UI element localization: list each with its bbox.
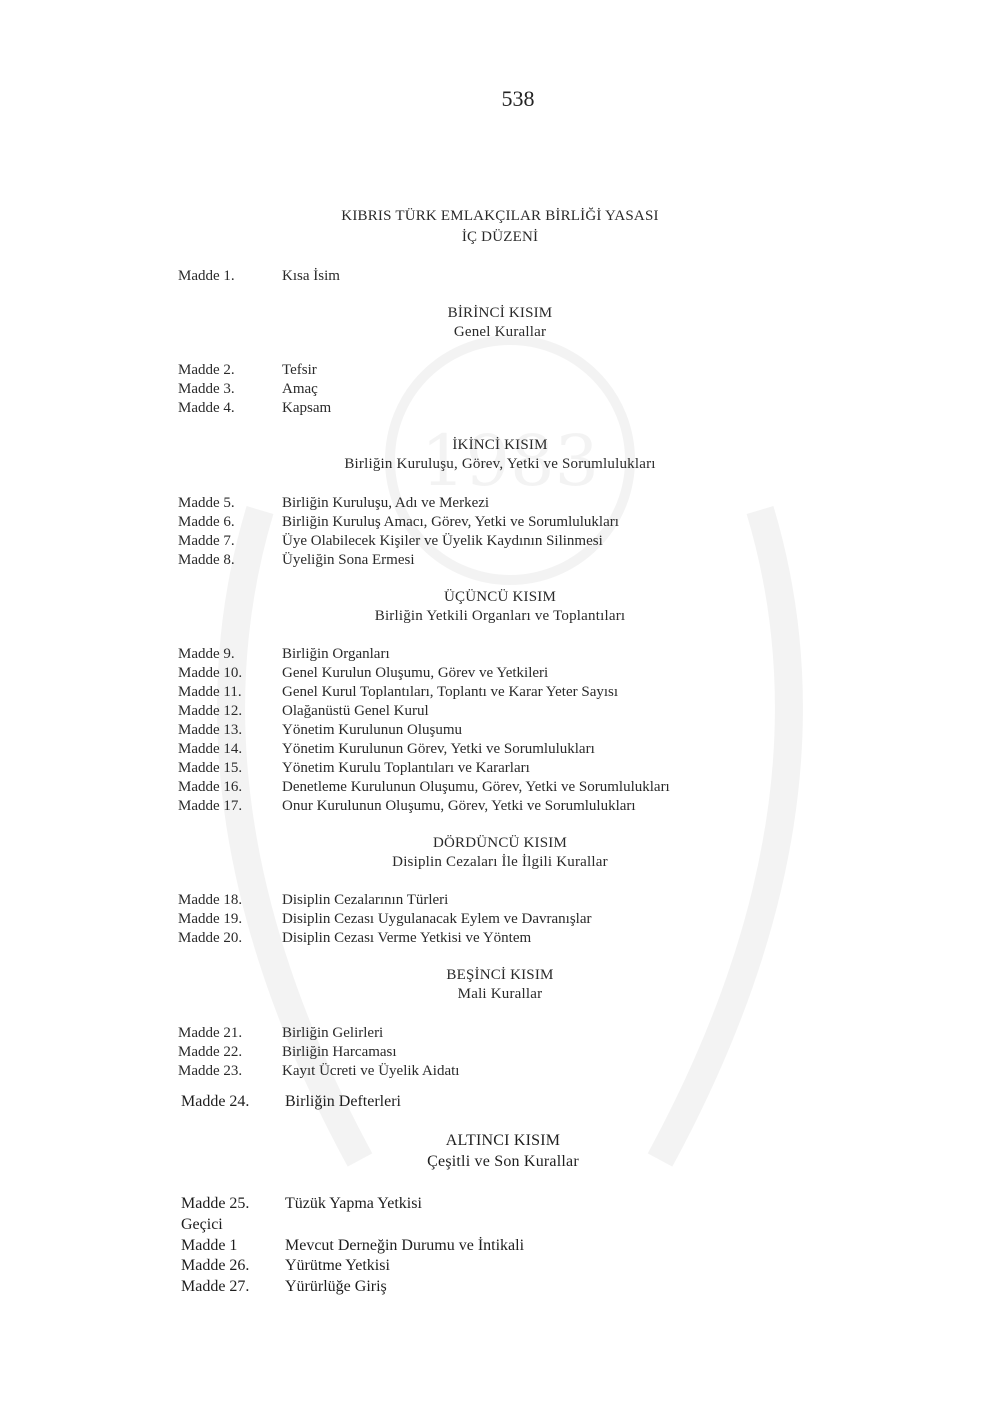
part-subtitle: Birliğin Yetkili Organları ve Toplantıları xyxy=(374,608,626,624)
madde-title: Birliğin Defterleri xyxy=(285,1093,401,1110)
madde-title: Kayıt Ücreti ve Üyelik Aidatı xyxy=(282,1063,460,1079)
page-number: 538 xyxy=(501,86,535,111)
part-subtitle: Birliğin Kuruluşu, Görev, Yetki ve Sorumlulukları xyxy=(344,456,656,472)
madde-number: Madde 15. xyxy=(178,760,243,776)
madde-title: Tüzük Yapma Yetkisi xyxy=(285,1195,422,1212)
madde-title: Yürürlüğe Giriş xyxy=(285,1278,387,1295)
madde-title: Birliğin Kuruluşu, Adı ve Merkezi xyxy=(282,495,490,511)
madde-number: Madde 20. xyxy=(178,930,243,946)
madde-title: Disiplin Cezası Uygulanacak Eylem ve Davranışlar xyxy=(282,911,592,927)
madde-title: Birliğin Gelirleri xyxy=(282,1025,384,1041)
madde-number: Madde 10. xyxy=(178,665,243,681)
madde-title: Üye Olabilecek Kişiler ve Üyelik Kaydının Silinmesi xyxy=(282,533,603,549)
madde-number: Madde 14. xyxy=(178,741,243,757)
madde-title: Kapsam xyxy=(282,400,332,416)
madde-title: Genel Kurul Toplantıları, Toplantı ve Karar Yeter Sayısı xyxy=(282,684,619,700)
madde-number: Madde 19. xyxy=(178,911,243,927)
madde-number: Madde 11. xyxy=(178,684,242,700)
part-subtitle: Disiplin Cezaları İle İlgili Kurallar xyxy=(392,854,608,870)
madde-title: Yönetim Kurulu Toplantıları ve Kararları xyxy=(282,760,530,776)
madde-number: Madde 8. xyxy=(178,552,235,568)
madde-number: Madde 13. xyxy=(178,722,243,738)
part-subtitle: Çeşitli ve Son Kurallar xyxy=(427,1153,579,1170)
madde-title: Birliğin Kuruluş Amacı, Görev, Yetki ve Sorumlulukları xyxy=(282,514,619,530)
madde-title: Yürütme Yetkisi xyxy=(285,1257,390,1274)
madde-title: Yönetim Kurulunun Görev, Yetki ve Sorumlulukları xyxy=(282,741,595,757)
madde-title: Kısa İsim xyxy=(282,268,340,284)
madde-title: Olağanüstü Genel Kurul xyxy=(282,703,429,719)
part-heading: İKİNCİ KISIM xyxy=(452,437,548,453)
madde-number: Madde 3. xyxy=(178,381,235,397)
part-heading: DÖRDÜNCÜ KISIM xyxy=(432,835,568,851)
law-title: KIBRIS TÜRK EMLAKÇILAR BİRLİĞİ YASASI xyxy=(341,208,659,224)
madde-title: Mevcut Derneğin Durumu ve İntikali xyxy=(285,1237,525,1254)
madde-number: Madde 16. xyxy=(178,779,243,795)
madde-title: Tefsir xyxy=(282,362,317,378)
madde-title: Birliğin Organları xyxy=(282,646,390,662)
madde-number: Madde 7. xyxy=(178,533,235,549)
madde-number: Madde 4. xyxy=(178,400,235,416)
part-heading: BEŞİNCİ KISIM xyxy=(446,967,554,983)
part-heading: ALTINCI KISIM xyxy=(445,1132,561,1149)
madde-number: Geçici xyxy=(181,1216,223,1233)
madde-number: Madde 21. xyxy=(178,1025,243,1041)
madde-title: Birliğin Harcaması xyxy=(282,1044,397,1060)
madde-number: Madde 2. xyxy=(178,362,235,378)
madde-number: Madde 27. xyxy=(181,1278,250,1295)
madde-number: Madde 18. xyxy=(178,892,243,908)
madde-title: Denetleme Kurulunun Oluşumu, Görev, Yetki ve Sorumlulukları xyxy=(282,779,670,795)
madde-number: Madde 17. xyxy=(178,798,243,814)
part-subtitle: Genel Kurallar xyxy=(453,324,547,340)
madde-title: Yönetim Kurulunun Oluşumu xyxy=(282,722,462,738)
madde-number: Madde 1 xyxy=(181,1237,238,1254)
document-subtitle: İÇ DÜZENİ xyxy=(461,229,539,245)
madde-number: Madde 5. xyxy=(178,495,235,511)
part-subtitle: Mali Kurallar xyxy=(457,986,543,1002)
madde-number: Madde 25. xyxy=(181,1195,250,1212)
madde-number: Madde 6. xyxy=(178,514,235,530)
madde-title: Disiplin Cezası Verme Yetkisi ve Yöntem xyxy=(282,930,532,946)
madde-title: Onur Kurulunun Oluşumu, Görev, Yetki ve Sorumlulukları xyxy=(282,798,636,814)
madde-title: Amaç xyxy=(282,381,318,397)
part-heading: BİRİNCİ KISIM xyxy=(447,305,553,321)
madde-number: Madde 12. xyxy=(178,703,243,719)
madde-title: Genel Kurulun Oluşumu, Görev ve Yetkileri xyxy=(282,665,549,681)
madde-number: Madde 26. xyxy=(181,1257,250,1274)
madde-number: Madde 9. xyxy=(178,646,235,662)
madde-title: Üyeliğin Sona Ermesi xyxy=(282,552,415,568)
madde-number: Madde 24. xyxy=(181,1093,250,1110)
part-heading: ÜÇÜNCÜ KISIM xyxy=(444,589,556,605)
madde-title: Disiplin Cezalarının Türleri xyxy=(282,892,449,908)
madde-number: Madde 23. xyxy=(178,1063,243,1079)
madde-number: Madde 22. xyxy=(178,1044,243,1060)
madde-number: Madde 1. xyxy=(178,268,235,284)
